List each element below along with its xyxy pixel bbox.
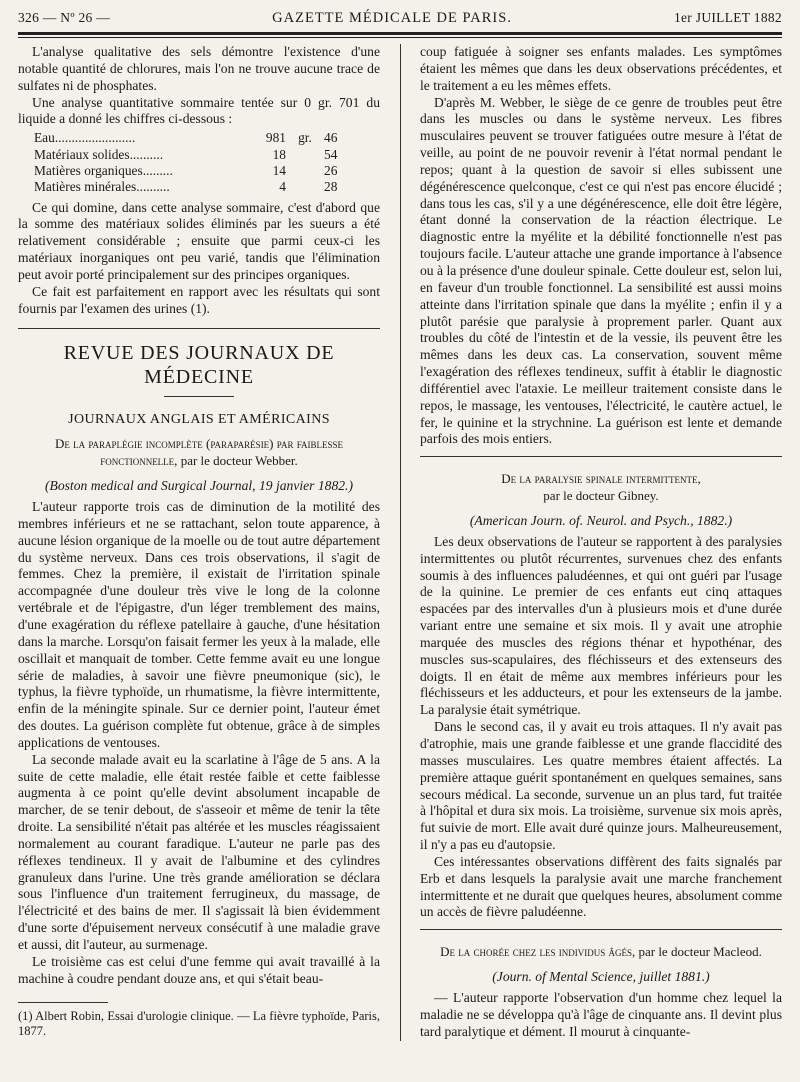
right-column [420,44,782,1041]
table-cell-unit [288,147,322,163]
article-title: De la chorée chez les individus âgés, [440,944,636,960]
journal-title: GAZETTE MÉDICALE DE PARIS. [272,10,512,26]
table-cell-value: 14 [272,162,286,178]
article-title: De la paralysie spinale intermittente, [501,471,701,487]
table-cell-decimal: 28 [324,179,338,195]
article-paragraph: — L'auteur rapporte l'observation d'un homme chez lequel la maladie ne se développa qu'à l'âge de cinquante ans. Il devint plus tard paralytique et dément. Il mourut à cinquante- [420,990,782,1039]
table-cell-label: Matières minérales.......... [34,179,170,195]
article-divider [420,929,782,930]
article-heading [420,944,782,961]
article-title: De la paraplégie incomplète (paraparésie) par faiblesse fonctionnelle, [54,436,344,469]
table-cell-decimal: 46 [324,130,338,146]
section-divider [18,328,380,329]
article-author: par le docteur Webber. [180,453,298,469]
table-cell-label: Matériaux solides.......... [34,146,164,162]
dominance-paragraph: Ce qui domine, dans cette analyse sommaire, c'est d'abord que la somme des matériaux solides éliminés par les sueurs a été relativement considérable ; ensuite que parmi ceux-ci les matériaux inorganiques ont peu varié, tandis que l'élimination peut avoir porté principalement sur des principes organiques. [18,199,380,282]
table-row [32,130,354,146]
table-cell-unit [288,179,322,195]
article-source: (Boston medical and Surgical Journal, 19 janvier 1882.) [45,478,353,494]
intro-paragraph: L'analyse qualitative des sels démontre l'existence d'une notable quantité de chlorures, mais l'on ne trouve aucune trace de sulfates ni de phosphates. [18,44,380,93]
title-underline [164,396,234,397]
article-heading [18,436,380,470]
article-author: par le docteur Macleod. [638,944,762,960]
analysis-table [32,130,354,195]
article-paragraph: L'auteur rapporte trois cas de diminution de la motilité des membres inférieurs et ne se rattachant, selon toute apparence, à aucune lésion organique de la moelle ou de tout autre département du système nerveux. Dans ces trois observations, il s'agit de femmes. Chez la première, il existait de l'irritation spinale accompagnée d'une douleur très vive le long de la colonne vertébrale et de l'épigastre, d'un léger tremblement des mains, d'une exagération du réflexe patellaire à gauche, d'une hésitation dans la marche. Lorsqu'on faisait fermer les yeux à la malade, elle oscillait et manquait de tomber. Cette femme avait eu une longue série de maladies, à savoir une fièvre pneumonique (sic), le typhus, la fièvre typhoïde, un rhumatisme, la fièvre intermittente, enfin de la méningite spinale. Sur ce dernier point, l'auteur émet des doutes. La guérison complète fut obtenue, grâce à de simples applications de ventouses. [18,499,380,750]
quantitative-paragraph: Une analyse quantitative sommaire tentée sur 0 gr. 701 du liquide a donné les chiffres ci-dessous : [18,94,380,127]
confirm-paragraph: Ce fait est parfaitement en rapport avec les résultats qui sont fournis par l'examen des urines (1). [18,283,380,316]
article-paragraph: La seconde malade avait eu la scarlatine à l'âge de 5 ans. A la suite de cette maladie, elle était restée faible et cette faiblesse augmenta à ce point qu'elle devint absolument incapable de marcher, de se tenir debout, de s'asseoir et même de tenir la tête droite. La sensibilité n'était pas altérée et les muscles réagissaient normalement au courant faradique. L'auteur ne parle pas des réflexes tendineux. Il y avait de l'albumine et des cylindres granuleux dans l'urine. Une très grande amélioration se déclara sous l'influence d'un traitement ferrugineux, du massage, de l'électricité et des bains de mer. Il s'agissait là bien évidemment d'une sorte d'épuisement nerveux consécutif à une maladie grave et aussi, dit l'auteur, au surmenage. [18,751,380,953]
article-author: par le docteur Gibney. [543,488,659,504]
article-paragraph: Le troisième cas est celui d'une femme qui avait travaillé à la machine à coudre pendant douze ans, et qui s'était beau- [18,953,380,986]
article-paragraph: Ces intéressantes observations diffèrent des faits signalés par Erb et dans lesquels la paralysie avait une marche franchement intermittente et ne durait que quelques heures, absolument comme un accès de fièvre paludéenne. [420,853,782,920]
article-paragraph: coup fatiguée à soigner ses enfants malades. Les symptômes étaient les mêmes que dans les deux observations précédentes, et le traitement a eu les mêmes effets. [420,44,782,93]
footnote: (1) Albert Robin, Essai d'urologie clinique. — La fièvre typhoïde, Paris, 1877. [18,1008,380,1039]
article-source: (American Journ. of. Neurol. and Psych., 1882.) [469,513,733,529]
article-paragraph: Dans le second cas, il y avait eu trois attaques. Il n'y avait pas d'atrophie, mais une grande faiblesse et une grande flaccidité des masses musculaires. Les quatre membres étaient affectés. La première attaque guérit spontanément en quelques semaines, sans secours médical. La seconde, survenue un an plus tard, fut traitée à l'hôpital et dura six mois. La troisième, survenue six mois après, fut suivie de mort. Elle avait duré quinze jours. Malheureusement, il n'y a pas eu d'autopsie. [420,719,782,853]
article-heading [420,471,782,505]
table-cell-value: 4 [279,179,286,195]
left-column [18,44,380,1041]
issue-date: 1er JUILLET 1882 [673,10,782,25]
table-row [32,147,354,163]
header-rule [18,32,782,38]
section-title: JOURNAUX ANGLAIS ET AMÉRICAINS [68,412,330,428]
table-cell-label: Matières organiques......... [34,162,173,178]
table-cell-unit: gr. [298,130,312,146]
table-cell-decimal: 26 [324,162,338,178]
review-title: REVUE DES JOURNAUX DE MÉDECINE [63,341,335,389]
footnote-rule [18,1002,108,1003]
article-divider [420,456,782,457]
table-cell-value: 18 [272,146,286,162]
table-cell-decimal: 54 [324,146,338,162]
table-cell-value: 981 [265,130,286,146]
table-row [32,163,354,179]
table-row [32,179,354,195]
column-divider [400,44,401,1041]
article-source: (Journ. of Mental Science, juillet 1881.) [492,969,710,985]
two-column-body [18,44,782,1041]
table-cell-unit [288,163,322,179]
table-cell-label: Eau........................ [34,130,136,146]
article-paragraph: D'après M. Webber, le siège de ce genre de troubles peut être dans les muscles ou dans le système nerveux. Les fibres musculaires peuvent se trouver fatiguées outre mesure à l'état de veille, au point de ne pouvoir revenir à l'état normal pendant le repos; quant à la question de savoir si elles subissent une dégénérescence quelconque, c'est ce qui n'est pas encore élucidé ; dans tous les cas, s'il y a une dégénérescence, elle doit être légère, étant donné la conservation de la réaction électrique. Le diagnostic entre la myélite et la débilité fonctionnelle n'est pas toujours facile. L'auteur attache une grande importance à l'absence ou à la présence d'une douleur spinale. Cette douleur est, selon lui, en faveur d'un trouble fonctionnel. La sensibilité est aussi moins atteinte dans l'irritation spinale que dans la myélite ; enfin il y a plutôt parésie que paralysie à proprement parler. Quant aux troubles du côté de l'intestin et de la vessie, ils peuvent être les mêmes dans les deux cas. La conservation, souvent même l'exagération des réflexes tendineux, suffit à établir le diagnostic différentiel avec l'ataxie. Le meilleur traitement consiste dans le repos, le massage, les ventouses, l'électricité, le cautère actuel, le fer, le quinine et la strychnine. La guérison est lente et demande parfois des mois entiers. [420,94,782,447]
article-paragraph: Les deux observations de l'auteur se rapportent à des paralysies intermittentes ou plutôt récurrentes, survenues chez des enfants soumis à des influences paludéennes, et qui ont guéri par l'usage de la quinine. Le premier de ces enfants eut cinq attaques espacées par des intervalles d'un à plusieurs mois et d'une durée variant entre une semaine et six mois. Il y avait une atrophie marquée des muscles des régions thénar et hypothénar, des muscles sus-scapulaires, des fléchisseurs et des extenseurs des doigts. Il en était de même aux membres inférieurs pour les fléchisseurs et les adducteurs, et pour les extenseurs de la jambe. La paralysie était symétrique. [420,533,782,718]
running-head [18,10,782,30]
page-number: 326 — Nº 26 — [18,10,111,25]
